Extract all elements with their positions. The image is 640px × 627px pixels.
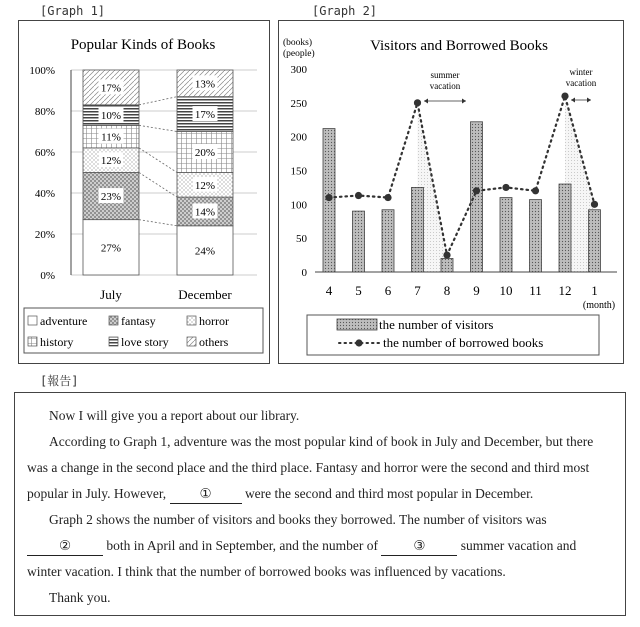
graph2-ylabel: [283, 37, 315, 59]
graph2-xtick: 11: [529, 283, 542, 298]
graph2-visitor-bar: [500, 198, 512, 272]
graph2-annotation: winter: [569, 67, 593, 77]
graph2-ytick: 0: [301, 267, 307, 279]
graph1-connector: [139, 220, 177, 226]
graph2-borrowed-point: [591, 201, 598, 208]
graph1-legend-swatch: [187, 337, 196, 346]
report-box: [14, 392, 626, 616]
graph2-xtick: 9: [473, 283, 480, 298]
graph1-title: Popular Kinds of Books: [70, 37, 216, 53]
graph2-borrowed-point: [355, 192, 362, 199]
graph2-xtick: 8: [443, 283, 451, 298]
graph1-legend-label: fantasy: [121, 314, 156, 328]
graph1-value-label: 13%: [194, 78, 216, 91]
svg-text:(books): (books): [283, 38, 313, 48]
graph2-visitor-bar: [530, 200, 542, 272]
graph2-ytick: 200: [290, 131, 307, 144]
graph2-legend-label: the number of borrowed books: [383, 335, 544, 350]
graph1-legend-label: others: [199, 335, 229, 349]
graph1-value-label: 10%: [100, 110, 122, 123]
graph2-borrowed-point: [473, 187, 480, 194]
graph2-title: Visitors and Borrowed Books: [370, 38, 548, 54]
blank-2[interactable]: ②: [27, 537, 103, 556]
graph2-borrowed-point: [532, 187, 539, 194]
graph1-chart: [19, 21, 269, 363]
graph2-tag: [Graph 2]: [312, 4, 378, 18]
report-graph2-paragraph: Graph 2 shows the number of visitors and books they borrowed. The number of visitors was ② both in April and in September, and the number of ③ summer vacation and winter vacation. I think that the number of borrowed books was influenced by vacations.: [27, 512, 577, 579]
graph1-value-label: 14%: [194, 206, 216, 219]
graph1-value-label: 23%: [100, 191, 122, 204]
graph2-legend: [307, 315, 599, 355]
graph1-value-label: 24%: [194, 245, 216, 258]
graph2-borrowed-point: [502, 184, 509, 191]
graph1-legend-swatch: [28, 316, 37, 325]
blank-3[interactable]: ③: [381, 537, 457, 556]
graph2-xtick: 4: [325, 283, 333, 298]
graph1-connector: [139, 173, 177, 198]
graph1-ytick: 40%: [34, 188, 55, 200]
graph2-visitor-bar: [441, 258, 453, 272]
graph2-annotation: vacation: [565, 78, 597, 88]
graph1-connector: [139, 125, 177, 131]
graph2-legend-point: [355, 339, 362, 346]
graph2-ytick: 50: [296, 233, 307, 246]
graph2-visitor-bar: [412, 187, 424, 272]
graph1-legend-swatch: [28, 337, 37, 346]
graph1-panel: [18, 20, 270, 364]
graph2-visitor-bar: [559, 184, 571, 272]
graph1-ytick: 0%: [40, 270, 55, 282]
graph2-xtick: 7: [414, 283, 421, 298]
graph1-legend-label: adventure: [40, 314, 88, 328]
graph2-annotation: summer: [430, 70, 460, 80]
graph2-visitor-bar: [471, 122, 483, 272]
graph2-ytick: 150: [290, 165, 307, 178]
graph1-ytick: 100%: [29, 65, 55, 77]
graph2-borrowed-point: [384, 194, 391, 201]
graph1-connector: [139, 148, 177, 173]
graph2-ytick: 300: [290, 64, 307, 76]
graph2-visitor-bar: [353, 211, 365, 272]
graph1-category-label: December: [178, 287, 232, 302]
graph1-value-label: 12%: [100, 155, 122, 168]
graph2-xtick: 10: [499, 283, 513, 298]
graph1-ytick: 60%: [34, 147, 55, 159]
graph1-legend-label: history: [40, 335, 74, 349]
graph2-ytick: 250: [290, 97, 307, 110]
graph2-ytick: 100: [290, 199, 307, 212]
graph1-value-label: 17%: [100, 82, 122, 95]
graph1-ytick: 20%: [34, 229, 55, 241]
graph1-ytick: 80%: [34, 106, 55, 118]
graph1-legend: [24, 308, 263, 353]
graph2-panel: [278, 20, 624, 364]
graph1-value-label: 11%: [101, 131, 121, 144]
graph2-chart: [279, 21, 623, 363]
graph1-category-label: July: [100, 287, 122, 302]
report-intro: Now I will give you a report about our library.: [49, 408, 300, 423]
graph1-legend-swatch: [109, 316, 118, 325]
graph2-xtick: 1: [591, 283, 598, 298]
report-graph1-paragraph: According to Graph 1, adventure was the most popular kind of book in July and December, but there was a change in the second place and the third place. Fantasy and horror were the second and third most popular in July. However, ① were the second and third most popular in December.: [27, 429, 613, 507]
svg-text:(people): (people): [283, 49, 315, 59]
graph2-borrowed-point: [325, 194, 332, 201]
graph2-visitor-bar: [382, 210, 394, 272]
graph1-legend-swatch: [187, 316, 196, 325]
graph2-borrowed-point: [561, 92, 568, 99]
report-closing: Thank you.: [49, 590, 111, 605]
graph2-xtick: 5: [355, 283, 362, 298]
graph1-legend-label: love story: [121, 335, 169, 349]
graph1-connector: [139, 97, 177, 105]
report-tag: [報告]: [40, 374, 79, 388]
graph2-borrowed-line: [329, 96, 595, 255]
graph1-tag: [Graph 1]: [40, 4, 106, 18]
graph2-visitor-bar: [589, 210, 601, 272]
graph2-legend-swatch: [337, 319, 377, 330]
graph1-value-label: 20%: [194, 147, 216, 159]
graph2-xtick: 12: [558, 283, 572, 298]
graph1-value-label: 27%: [100, 242, 122, 255]
graph1-value-label: 17%: [194, 109, 216, 122]
graph2-borrowed-point: [414, 99, 421, 106]
graph2-legend-label: the number of visitors: [379, 317, 494, 332]
graph1-value-label: 12%: [194, 179, 216, 192]
graph2-annotation: vacation: [429, 81, 461, 91]
graph2-xlabel: (month): [582, 300, 616, 311]
blank-1[interactable]: ①: [170, 485, 242, 504]
graph1-legend-label: horror: [199, 314, 229, 328]
graph2-borrowed-point: [443, 251, 450, 258]
graph2-xtick: 6: [384, 283, 392, 298]
graph1-legend-swatch: [109, 337, 118, 346]
